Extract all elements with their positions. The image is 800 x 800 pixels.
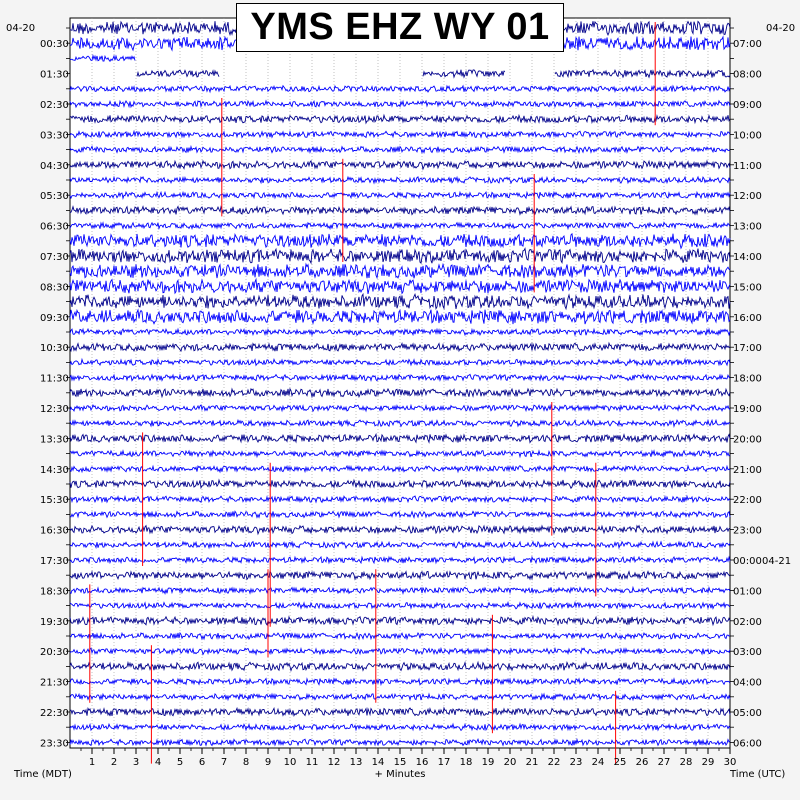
left-time-label: 20:30 xyxy=(40,647,69,659)
left-time-label: 23:30 xyxy=(40,738,69,750)
right-time-label: 03:00 xyxy=(733,647,762,659)
x-tick-label: 24 xyxy=(591,757,605,768)
left-time-label: 13:30 xyxy=(40,434,69,446)
x-tick-label: 4 xyxy=(154,757,162,768)
left-time-label: 16:30 xyxy=(40,525,69,537)
right-time-label: 20:00 xyxy=(733,434,762,446)
right-time-label: 23:00 xyxy=(733,525,762,537)
x-tick-label: 20 xyxy=(503,757,517,768)
right-date-label: 04-20 xyxy=(766,23,796,34)
x-tick-label: 7 xyxy=(220,757,228,768)
right-time-label: 21:00 xyxy=(733,464,762,476)
left-time-label: 07:30 xyxy=(40,252,69,263)
right-time-label: 22:00 xyxy=(733,495,762,507)
left-time-label: 14:30 xyxy=(40,464,69,476)
x-tick-label: 6 xyxy=(198,757,206,768)
left-time-label: 02:30 xyxy=(40,100,69,111)
left-time-label: 21:30 xyxy=(40,677,69,689)
x-tick-label: 18 xyxy=(459,757,473,768)
x-tick-label: 3 xyxy=(132,757,140,768)
x-tick-label: 27 xyxy=(657,757,671,768)
left-time-label: 22:30 xyxy=(40,708,69,719)
right-time-label: 07:00 xyxy=(733,39,762,51)
left-axis-label: Time (MDT) xyxy=(14,769,72,780)
left-time-label: 17:30 xyxy=(40,556,69,567)
left-time-label: 09:30 xyxy=(40,312,69,324)
right-time-label: 11:00 xyxy=(733,160,762,172)
right-time-label: 13:00 xyxy=(733,221,762,233)
right-time-label: 14:00 xyxy=(733,252,762,263)
left-time-label: 04:30 xyxy=(40,160,69,172)
right-time-label: 16:00 xyxy=(733,312,762,324)
left-time-label: 19:30 xyxy=(40,616,69,628)
x-tick-label: 23 xyxy=(569,757,583,768)
right-time-label: 19:00 xyxy=(733,404,762,415)
right-time-label: 02:00 xyxy=(733,616,762,628)
right-time-label: 10:00 xyxy=(733,130,762,142)
x-tick-label: 19 xyxy=(481,757,495,768)
right-time-label: 15:00 xyxy=(733,282,762,294)
x-tick-label: 8 xyxy=(242,757,250,768)
right-time-label: 08:00 xyxy=(733,69,762,81)
right-time-label: 06:00 xyxy=(733,738,762,750)
x-tick-label: 2 xyxy=(110,757,118,768)
x-tick-label: 5 xyxy=(176,757,184,768)
right-time-label: 18:00 xyxy=(733,373,762,385)
left-time-label: 18:30 xyxy=(40,586,69,598)
x-tick-label: 28 xyxy=(679,757,693,768)
x-tick-label: 12 xyxy=(327,757,341,768)
right-time-label: 00:00 xyxy=(733,556,762,567)
x-tick-label: 11 xyxy=(305,757,319,768)
x-tick-label: 26 xyxy=(635,757,649,768)
x-tick-label: 15 xyxy=(393,757,407,768)
date-change-label: 04-21 xyxy=(762,556,792,567)
x-tick-label: 25 xyxy=(613,757,627,768)
x-tick-label: 13 xyxy=(349,757,363,768)
left-time-label: 03:30 xyxy=(40,130,69,142)
x-tick-label: 16 xyxy=(415,757,429,768)
left-time-label: 06:30 xyxy=(40,221,69,233)
right-axis-label: Time (UTC) xyxy=(730,769,786,780)
x-tick-label: 10 xyxy=(283,757,297,768)
x-tick-label: 1 xyxy=(88,757,96,768)
title-box xyxy=(236,3,564,52)
x-tick-label: 21 xyxy=(525,757,539,768)
right-time-label: 04:00 xyxy=(733,677,762,689)
right-time-label: 17:00 xyxy=(733,343,762,355)
x-tick-label: 30 xyxy=(723,757,737,768)
x-tick-label: 14 xyxy=(371,757,385,768)
x-tick-label: 9 xyxy=(264,757,272,768)
x-tick-label: 17 xyxy=(437,757,451,768)
x-tick-label: 22 xyxy=(547,757,561,768)
right-time-label: 05:00 xyxy=(733,708,762,719)
left-time-label: 10:30 xyxy=(40,343,69,355)
chart-title: YMS EHZ WY 01 xyxy=(250,6,550,48)
left-date-label: 04-20 xyxy=(6,23,36,34)
right-time-label: 01:00 xyxy=(733,586,762,598)
left-time-label: 08:30 xyxy=(40,282,69,294)
left-time-label: 12:30 xyxy=(40,404,69,415)
x-axis-label: + Minutes xyxy=(374,769,426,780)
left-time-label: 01:30 xyxy=(40,69,69,81)
left-time-label: 00:30 xyxy=(40,39,69,51)
left-time-label: 05:30 xyxy=(40,191,69,203)
left-time-label: 11:30 xyxy=(40,373,69,385)
right-time-label: 12:00 xyxy=(733,191,762,203)
right-time-label: 09:00 xyxy=(733,100,762,111)
x-tick-label: 29 xyxy=(701,757,715,768)
left-time-label: 15:30 xyxy=(40,495,69,507)
